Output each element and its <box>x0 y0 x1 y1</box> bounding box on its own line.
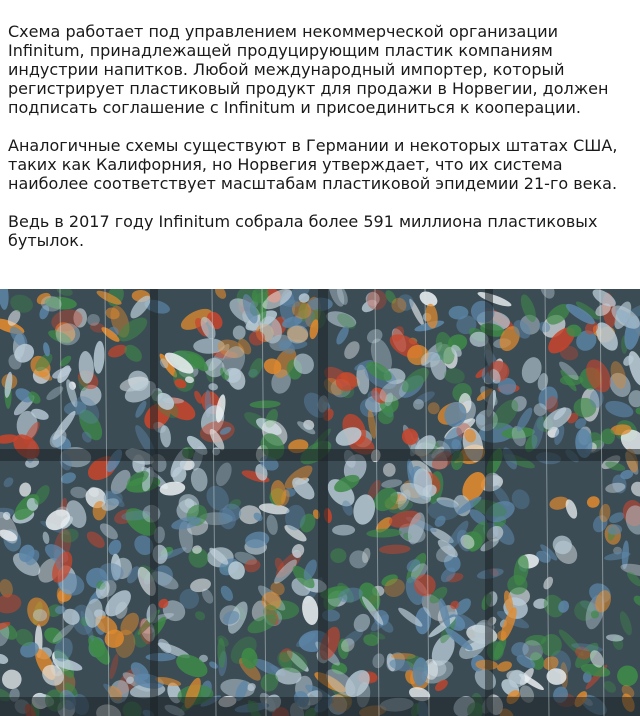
bale-gap <box>318 289 328 716</box>
bales-illustration <box>0 289 640 716</box>
plastic-bottle-bales-photo <box>0 289 640 716</box>
paragraph-3: Ведь в 2017 году Infinitum собрала более 591 миллиона пластиковых бутылок. <box>8 212 598 250</box>
paragraph-1: Схема работает под управлением некоммерческой организации Infinitum, принадлежащей продуцирующим пластик компаниям индустрии напитков. Любой международный импортер, который регистрирует пластиковый продукт для продажи в Норвегии, должен подписать соглашение с Infinitum и присоединиться к кооперации. <box>8 22 609 117</box>
article-text <box>8 22 628 269</box>
bale-gap <box>150 289 158 716</box>
bale-gap <box>485 289 493 716</box>
paragraph-2: Аналогичные схемы существуют в Германии и некоторых штатах США, таких как Калифорния, но Норвегия утверждает, что их система наиболее соответствует масштабам пластиковой эпидемии 21-го века. <box>8 136 618 193</box>
